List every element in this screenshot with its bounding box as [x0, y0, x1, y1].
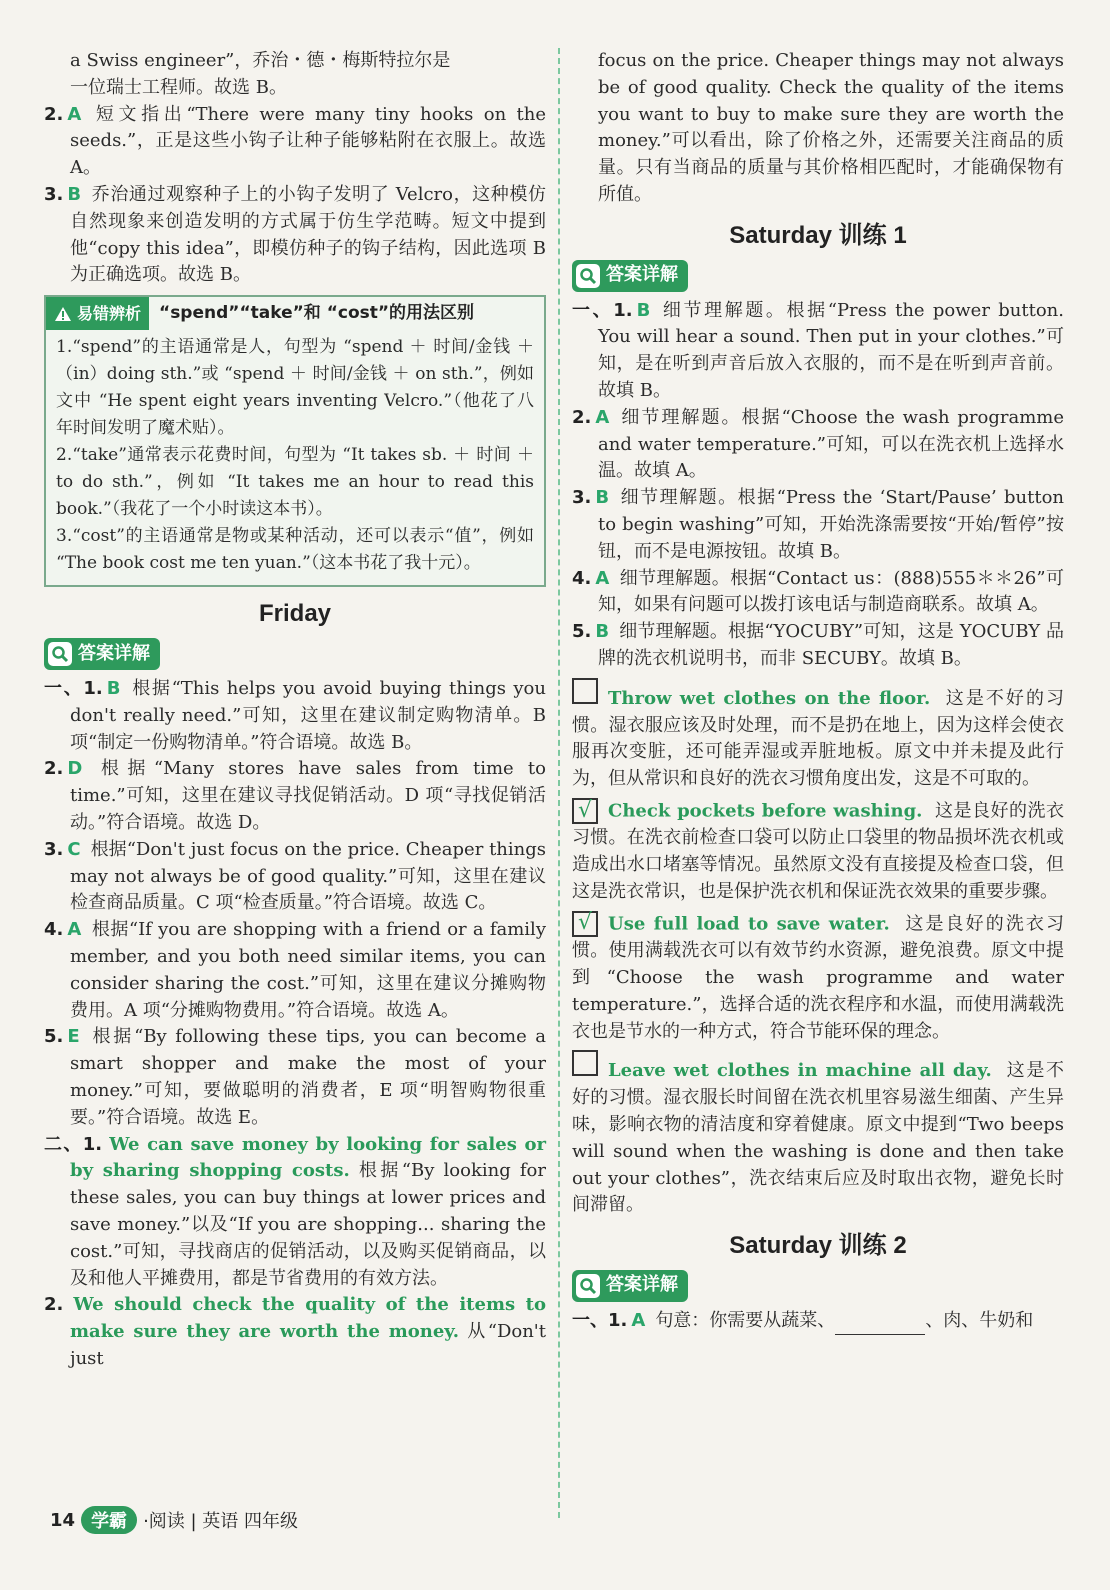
checkbox-icon [572, 678, 598, 704]
answer-item: 5. E 根据“By following these tips, you can become a smart shopper and make the most of your money.”可知，要做聪明的消费者，E 项“明智购物很重要。”符合语境。故选 E。 [44, 1026, 546, 1128]
section-title-friday: Friday [258, 600, 332, 628]
check-item: √ Use full load to save water. 这是良好的洗衣习惯。使用满载洗衣可以有效节约水资源，避免浪费。原文中提到“Choose the wash programme and water temperature.”，选择合适的洗衣程序和水温，而使用满载洗衣也是节水的一种方式，符合节能环保的理念。 [572, 910, 1065, 1042]
answer-item: 3. B 乔治通过观察种子上的小钩子发明了 Velcro，这种模仿自然现象来创造发明的方式属于仿生学范畴。短文中提到他“copy this idea”，即模仿种子的钩子结构，因此选项 B 为正确选项。故选 B。 [44, 183, 546, 286]
left-column [44, 48, 546, 1373]
search-icon [576, 1274, 600, 1298]
brand-logo: 学霸 [81, 1506, 137, 1534]
search-icon [576, 264, 600, 288]
checkbox-icon: √ [572, 798, 598, 824]
answer-item: 4. A 细节理解题。根据“Contact us：(888)555＊＊26”可知，如果有问题可以拨打该电话与制造商联系。故填 A。 [572, 567, 1064, 616]
tip-line: 2.“take”通常表示花费时间，句型为 “It takes sb. ＋ 时间 ＋ to do sth.”，例如 “It takes me an hour to read this book.”（我花了一个小时读这本书）。 [56, 445, 534, 520]
tip-header [46, 297, 544, 330]
answer-item: 2. D 根据“Many stores have sales from time to time.”可知，这里在建议寻找促销活动。D 项“寻找促销活动。”符合语境。故选 D。 [44, 758, 546, 833]
check-item: Leave wet clothes in machine all day. 这是不好的习惯。湿衣服长时间留在洗衣机里容易滋生细菌、产生异味，影响衣物的清洁度和穿着健康。原文中提到“Two beeps will sound when the washing is done and then take out your clothes”，洗衣结束后应及时取出衣物，避免长时间滞留。 [572, 1049, 1064, 1219]
tip-line: 3.“cost”的主语通常是物或某种活动，还可以表示“值”，例如 “The book cost me ten yuan.”（这本书花了我十元）。 [56, 526, 534, 574]
warning-icon [54, 306, 72, 322]
checkbox-icon [572, 1050, 598, 1076]
check-item: √ Check pockets before washing. 这是良好的洗衣习惯。在洗衣前检查口袋可以防止口袋里的物品损坏洗衣机或造成出水口堵塞等情况。虽然原文没有直接提及检查口袋，但这是洗衣常识，也是保护洗衣机和保证洗衣效果的重要步骤。 [572, 797, 1065, 902]
answer-item: 一、1. B 细节理解题。根据“Press the power button. You will hear a sound. Then put in your clothes.”可知，是在听到声音后放入衣服的，而不是在听到声音前。故填 B。 [572, 299, 1064, 401]
answer-item: 一、1. A 句意：你需要从蔬菜、 、肉、牛奶和 [572, 1308, 1064, 1335]
column-divider [558, 48, 560, 1518]
intro-line: 一位瑞士工程师。故选 B。 [70, 76, 287, 98]
answer-item: 2. A 细节理解题。根据“Choose the wash programme and water temperature.”可知，可以在洗衣机上选择水温。故填 A。 [572, 406, 1064, 482]
right-column [572, 48, 1064, 1335]
answer-item: 2. A 短文指出“There were many tiny hooks on the seeds.”，正是这些小钩子让种子能够粘附在衣服上。故选 A。 [44, 103, 546, 179]
intro-paragraph: focus on the price. Cheaper things may not always be of good quality. Check the quality of the items you want to buy to make sure they are worth the money.”可以看出，除了价格之外，还需要关注商品的质量。只有当商品的质量与其价格相匹配时，才能确保物有所值。 [598, 50, 1064, 205]
answer-item: 3. C 根据“Don't just focus on the price. Cheaper things may not always be of good quality.”可知，这里在建议检查商品质量。C 项“检查质量。”符合语境。故选 C。 [44, 838, 546, 914]
page-footer [50, 1504, 298, 1536]
answer-item: 二、1. We can save money by looking for sales or by sharing shopping costs. 根据“By looking for these sales, you can buy things at lower prices and save money.”以及“If you are shopping... sharing the cost.”可知，寻找商店的促销活动，以及购买促销商品，以及和他人平摊费用，都是节省费用的有效方法。 [44, 1133, 546, 1289]
page-number: 14 [50, 1509, 76, 1531]
answer-badge: 答案详解 [572, 1270, 688, 1302]
answer-item: 5. B 细节理解题。根据“YOCUBY”可知，这是 YOCUBY 品牌的洗衣机说明书，而非 SECUBY。故填 B。 [572, 621, 1064, 669]
tip-box [44, 295, 546, 587]
answer-item: 2. We should check the quality of the items to make sure they are worth the money. 从“Don't just [44, 1294, 546, 1369]
fill-blank [835, 1316, 925, 1335]
tip-title: “spend”“take”和 “cost”的用法区别 [159, 303, 475, 324]
answer-item: 3. B 细节理解题。根据“Press the ‘Start/Pause’ button to begin washing”可知，开始洗涤需要按“开始/暂停”按钮，而不是电源按钮。故填 B。 [572, 487, 1064, 562]
section-title-saturday-1: Saturday 训练 1 [729, 221, 907, 249]
answer-badge: 答案详解 [44, 638, 160, 670]
answer-item: 4. A 根据“If you are shopping with a friend or a family member, and you both need similar items, you can consider sharing the cost.”可知，这里在建议分摊购物费用。A 项“分摊购物费用。”符合语境。故选 A。 [44, 919, 546, 1021]
tip-badge: 易错辨析 [46, 297, 149, 330]
footer-text: ·阅读 | 英语 四年级 [143, 1511, 299, 1532]
section-title-saturday-2: Saturday 训练 2 [729, 1232, 907, 1260]
search-icon [48, 642, 72, 666]
check-item: Throw wet clothes on the floor. 这是不好的习惯。湿衣服应该及时处理，而不是扔在地上，因为这样会使衣服再次变脏，还可能弄湿或弄脏地板。原文中并未提及此行为，但从常识和良好的洗衣习惯角度出发，这是不可取的。 [572, 677, 1064, 793]
checkbox-icon: √ [572, 911, 598, 937]
tip-line: 1.“spend”的主语通常是人，句型为 “spend ＋ 时间/金钱 ＋（in）doing sth.”或 “spend ＋ 时间/金钱 ＋ on sth.”，例如文中 “He spent eight years inventing Velcro.”（他花了八年时间发明了魔术贴）。 [56, 337, 534, 439]
answer-item: 一、1. B 根据“This helps you avoid buying things you don't really need.”可知，这里在建议制定购物清单。B 项“制定一份购物清单。”符合语境。故选 B。 [44, 677, 546, 753]
answer-badge: 答案详解 [572, 260, 688, 292]
intro-line: a Swiss engineer”，乔治・德・梅斯特拉尔是 [70, 50, 451, 71]
